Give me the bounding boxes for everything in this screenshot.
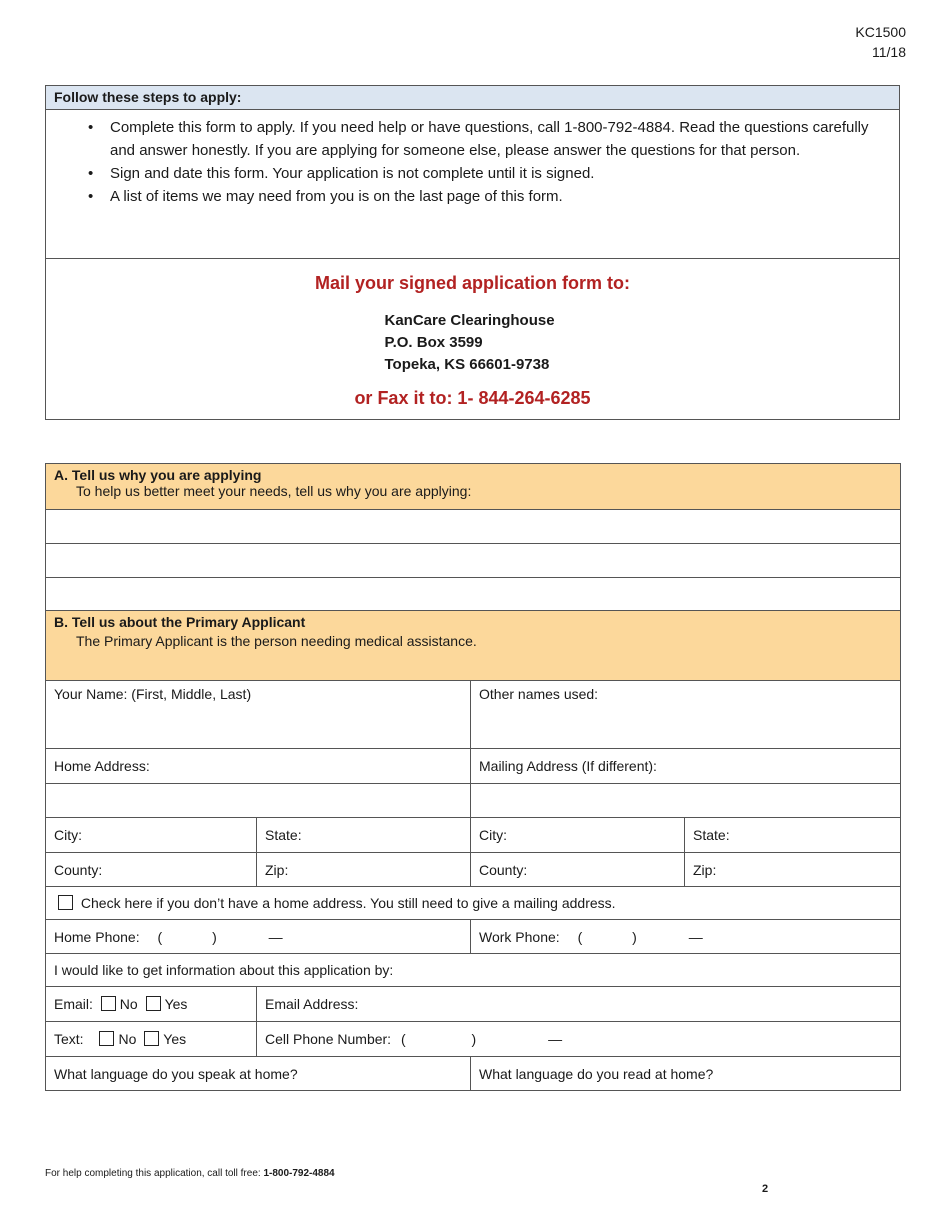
- home-county-field[interactable]: [46, 853, 257, 887]
- step-item: • Complete this form to apply. If you need help or have questions, call 1-800-792-4884. Read the questions carefully and answer honestly. If you are applying for someone else, please answer the questions for that person.: [110, 116, 899, 162]
- address-line: KanCare Clearinghouse: [384, 312, 555, 329]
- phone-dash: —: [688, 928, 703, 945]
- email-address-label: Email Address:: [265, 996, 359, 1012]
- mailing-address-field[interactable]: [471, 784, 901, 818]
- phone-dash: —: [268, 928, 283, 945]
- work-phone-field[interactable]: [471, 920, 901, 954]
- yes-label: Yes: [164, 996, 188, 1012]
- lang-read-label: What language do you read at home?: [479, 1065, 714, 1082]
- form-date: 11/18: [872, 44, 906, 60]
- your-name-label: Your Name: (First, Middle, Last): [54, 686, 252, 702]
- no-home-address-row: [46, 887, 901, 920]
- work-phone-label: Work Phone:: [479, 928, 560, 945]
- home-address-label: Home Address:: [54, 758, 150, 774]
- steps-title: Follow these steps to apply:: [45, 85, 900, 110]
- paren-open: (: [577, 928, 583, 945]
- home-county-label: County:: [54, 861, 103, 878]
- contact-pref-label: I would like to get information about this application by:: [54, 962, 394, 978]
- step-item: • Sign and date this form. Your application is not complete until it is signed.: [110, 162, 899, 185]
- address-line: Topeka, KS 66601-9738: [384, 356, 550, 373]
- home-city-label: City:: [54, 827, 82, 843]
- home-address-label-cell: [46, 749, 471, 784]
- mail-city-label: City:: [479, 827, 507, 843]
- cell-phone-label: Cell Phone Number:: [265, 1031, 392, 1047]
- text-yes-checkbox[interactable]: [144, 1031, 159, 1046]
- mailing-address: [385, 310, 585, 376]
- reason-line-3[interactable]: [46, 578, 901, 611]
- fax-number: or Fax it to: 1- 844-264-6285: [354, 388, 591, 408]
- cell-phone-field[interactable]: [257, 1022, 901, 1057]
- application-form: [45, 463, 901, 1091]
- footer-phone: 1-800-792-4884: [263, 1168, 335, 1179]
- mailing-address-label-cell: [471, 749, 901, 784]
- text-no-checkbox[interactable]: [99, 1031, 114, 1046]
- no-label: No: [119, 996, 138, 1012]
- other-names-label: Other names used:: [479, 686, 599, 702]
- no-home-address-label: Check here if you don’t have a home address. You still need to give a mailing address.: [80, 895, 616, 911]
- mail-state-field[interactable]: [685, 818, 901, 853]
- home-city-field[interactable]: [46, 818, 257, 853]
- lang-read-field[interactable]: [471, 1057, 901, 1091]
- footer-help: [45, 1168, 335, 1179]
- steps-list: [45, 109, 900, 259]
- home-zip-label: Zip:: [265, 861, 289, 878]
- email-pref-label: Email:: [54, 996, 93, 1012]
- section-b-header: [46, 611, 901, 681]
- paren-close: ): [471, 1031, 477, 1047]
- email-pref-cell: [46, 987, 257, 1022]
- section-b-title: B. Tell us about the Primary Applicant: [54, 614, 306, 630]
- reason-line-1[interactable]: [46, 510, 901, 544]
- mail-county-label: County:: [479, 861, 528, 878]
- home-phone-field[interactable]: [46, 920, 471, 954]
- home-phone-label: Home Phone:: [54, 928, 140, 945]
- address-line: P.O. Box 3599: [384, 334, 483, 351]
- mail-zip-label: Zip:: [693, 861, 717, 878]
- lang-speak-label: What language do you speak at home?: [54, 1065, 298, 1082]
- footer-help-text: For help completing this application, call toll free:: [45, 1168, 261, 1179]
- mail-instructions: [45, 258, 900, 420]
- step-item: • A list of items we may need from you is on the last page of this form.: [110, 185, 899, 208]
- email-no-checkbox[interactable]: [101, 996, 116, 1011]
- yes-label: Yes: [163, 1031, 187, 1047]
- home-state-label: State:: [265, 827, 302, 843]
- email-address-field[interactable]: [257, 987, 901, 1022]
- reason-line-2[interactable]: [46, 544, 901, 578]
- page-number: 2: [762, 1183, 769, 1195]
- your-name-field[interactable]: [46, 681, 471, 749]
- home-zip-field[interactable]: [257, 853, 471, 887]
- form-header: [855, 22, 906, 62]
- mail-zip-field[interactable]: [685, 853, 901, 887]
- form-code: KC1500: [855, 24, 906, 40]
- section-b-subtitle: The Primary Applicant is the person needing medical assistance.: [76, 633, 477, 649]
- section-a-subtitle: To help us better meet your needs, tell us why you are applying:: [76, 483, 472, 499]
- home-address-field[interactable]: [46, 784, 471, 818]
- text-pref-cell: [46, 1022, 257, 1057]
- mail-county-field[interactable]: [471, 853, 685, 887]
- paren-close: ): [212, 928, 217, 945]
- section-a-title: A. Tell us why you are applying: [54, 467, 262, 483]
- lang-speak-field[interactable]: [46, 1057, 471, 1091]
- email-yes-checkbox[interactable]: [146, 996, 161, 1011]
- no-label: No: [118, 1031, 137, 1047]
- no-home-address-checkbox[interactable]: [58, 895, 73, 910]
- other-names-field[interactable]: [471, 681, 901, 749]
- mailing-address-label: Mailing Address (If different):: [479, 758, 657, 774]
- paren-close: ): [632, 928, 637, 945]
- home-state-field[interactable]: [257, 818, 471, 853]
- mail-state-label: State:: [693, 827, 730, 843]
- phone-dash: —: [548, 1031, 563, 1047]
- mail-title: Mail your signed application form to:: [314, 273, 631, 293]
- mail-city-field[interactable]: [471, 818, 685, 853]
- paren-open: (: [400, 1031, 406, 1047]
- contact-pref-row: [46, 954, 901, 987]
- text-pref-label: Text:: [54, 1031, 84, 1047]
- paren-open: (: [157, 928, 163, 945]
- section-a-header: [46, 464, 901, 510]
